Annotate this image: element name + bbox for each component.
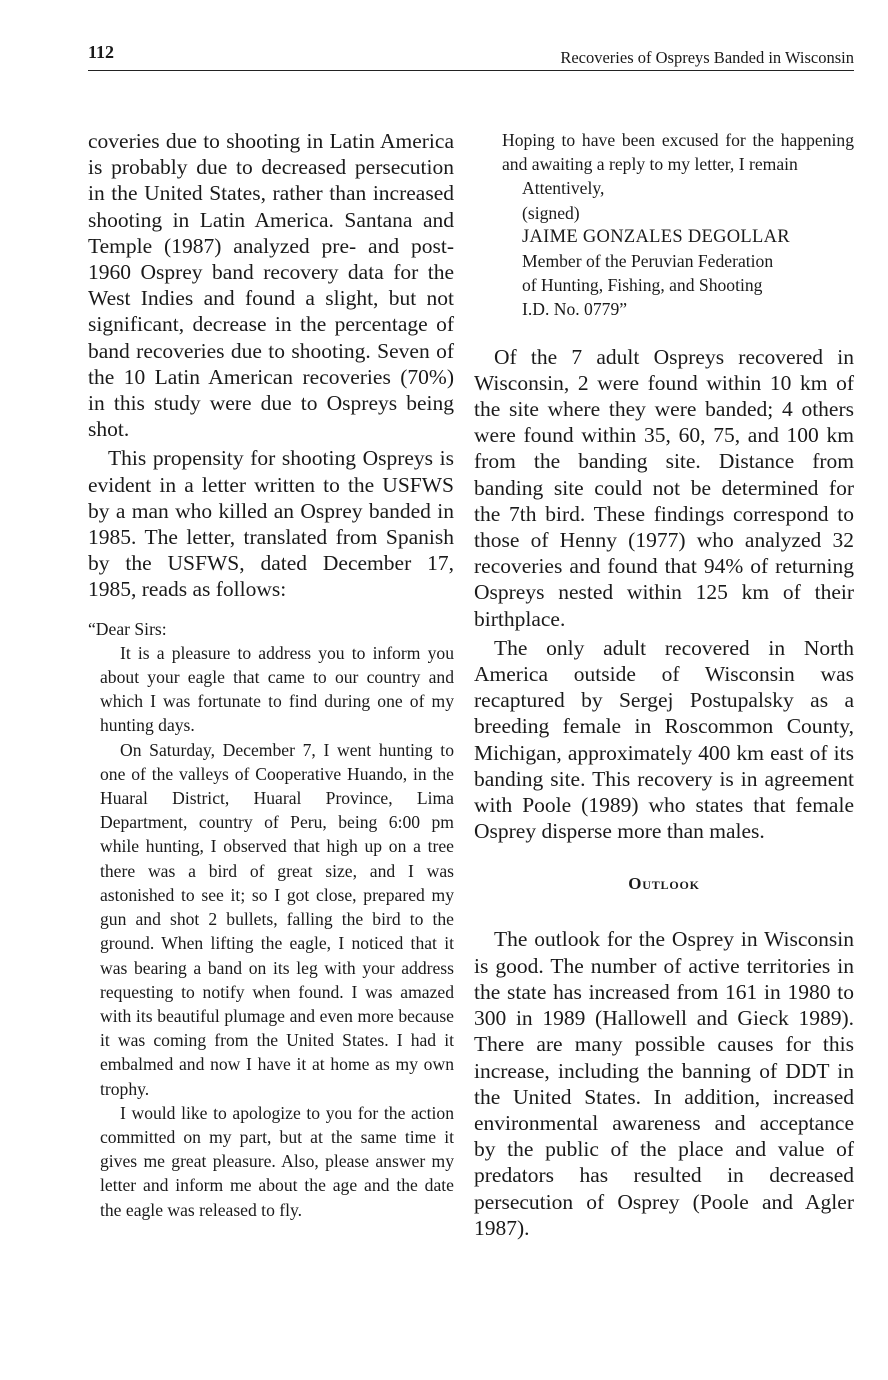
letter-salutation: “Dear Sirs:: [88, 618, 167, 639]
left-column: [88, 128, 454, 1222]
letter-paragraph: It is a pleasure to address you to inform you about your eagle that came to our country and which I was fortunate to find during one of my hunting days.: [100, 642, 454, 736]
right-column: [474, 128, 854, 1241]
section-heading: Outlook: [628, 874, 700, 894]
body-paragraph: Of the 7 adult Ospreys recovered in Wisconsin, 2 were found within 10 km of the site where they were banded; 4 others were found within 35, 60, 75, and 100 km from the banding site. Distance from banding site could not be determined for the 7th bird. These findings correspond to those of Henny (1977) who analyzed 32 recoveries and found that 94% of returning Ospreys nested within 125 km of their birthplace.: [474, 344, 854, 631]
body-paragraph: coveries due to shooting in Latin America is probably due to decreased persecution in the United States, rather than increased shooting in Latin America. Santana and Temple (1987) analyzed pre- and post-1960 Osprey band recovery data for the West Indies and found a slight, but not significant, decrease in the percentage of band recoveries due to shooting. Seven of the 10 Latin American recoveries (70%) in this study were due to Ospreys being shot.: [88, 129, 454, 442]
body-paragraph: The only adult recovered in North America outside of Wisconsin was recaptured by Sergej Postupalsky as a breeding female in Roscommon County, Michigan, approximately 400 km east of its banding site. This recovery is in agreement with Poole (1989) who states that female Osprey disperse more than males.: [474, 635, 854, 844]
letter-signatory-name: JAIME GONZALES DEGOLLAR: [522, 226, 790, 247]
letter-signatory-title: Member of the Peruvian Federation: [522, 251, 774, 272]
letter-signatory-title: of Hunting, Fishing, and Shooting: [522, 275, 763, 296]
letter-closing: Hoping to have been excused for the happening and awaiting a reply to my letter, I remain: [502, 130, 854, 175]
page-header: [88, 40, 854, 71]
page-number: 112: [88, 42, 115, 62]
letter-signed: (signed): [522, 202, 580, 223]
body-paragraph: The outlook for the Osprey in Wisconsin is good. The number of active territories in the state has increased from 161 in 1980 to 300 in 1989 (Hallowell and Gieck 1989). There are many possible causes for this increase, including the banning of DDT in the United States. In addition, increased environmental awareness and acceptance by the public of the place and value of predators has resulted in decreased persecution of Osprey (Poole and Agler 1987).: [474, 927, 854, 1240]
letter-closing-block: [474, 128, 854, 322]
quoted-letter: [88, 617, 454, 1222]
running-head: Recoveries of Ospreys Banded in Wisconsin: [560, 48, 854, 67]
letter-signatory-id: I.D. No. 0779”: [522, 299, 628, 320]
letter-valediction: Attentively,: [522, 178, 605, 199]
body-paragraph: This propensity for shooting Ospreys is evident in a letter written to the USFWS by a man who killed an Osprey banded in 1985. The letter, translated from Spanish by the USFWS, dated December 17, 1985, reads as follows:: [88, 446, 454, 602]
letter-paragraph: I would like to apologize to you for the action committed on my part, but at the same time it gives me great pleasure. Also, please answer my letter and inform me about the age and the date the eagle was released to fly.: [100, 1102, 454, 1220]
letter-paragraph: On Saturday, December 7, I went hunting to one of the valleys of Cooperative Huando, in the Huaral District, Huaral Province, Lima Department, country of Peru, being 6:00 pm while hunting, I observed that high up on a tree there was a bird of great size, and I was astonished to see it; so I got close, prepared my gun and shot 2 bullets, falling the bird to the ground. When lifting the eagle, I noticed that it was bearing a band on its leg with your address requesting to notify when found. I was amazed with its beautiful plumage and even more because it was coming from the United States. I had it embalmed and now I have it at home as my own trophy.: [100, 739, 454, 1099]
